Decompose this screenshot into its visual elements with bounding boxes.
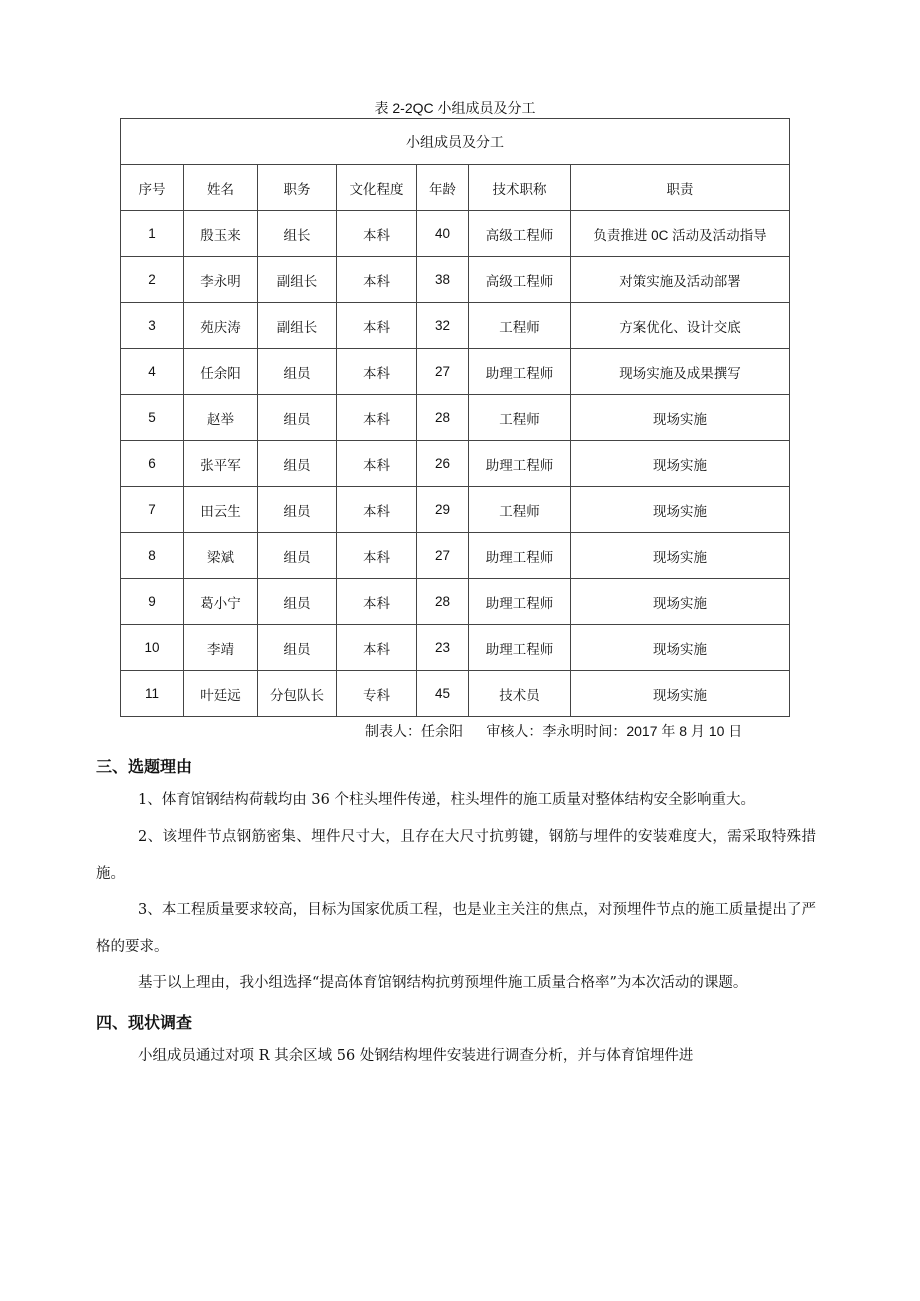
table-cell: 本科 bbox=[337, 533, 417, 579]
table-cell: 副组长 bbox=[258, 303, 337, 349]
table-cell: 助理工程师 bbox=[469, 533, 571, 579]
table-caption: 表 2-2QC 小组成员及分工 bbox=[374, 100, 536, 116]
table-cell: 方案优化、设计交底 bbox=[571, 303, 790, 349]
table-cell: 10 bbox=[121, 625, 184, 671]
table-cell: 殷玉来 bbox=[184, 211, 258, 257]
table-cell: 组员 bbox=[258, 487, 337, 533]
table-cell: 助理工程师 bbox=[469, 441, 571, 487]
table-cell: 本科 bbox=[337, 579, 417, 625]
paragraph: 2、该埋件节点钢筋密集、埋件尺寸大，且存在大尺寸抗剪键，钢筋与埋件的安装难度大，需采取特殊措施。 bbox=[96, 829, 816, 882]
table-cell: 本科 bbox=[337, 441, 417, 487]
table-cell: 组员 bbox=[258, 533, 337, 579]
table-cell: 26 bbox=[417, 441, 469, 487]
paragraph: 3、本工程质量要求较高，目标为国家优质工程，也是业主关注的焦点，对预埋件节点的施工质量提出了严格的要求。 bbox=[96, 902, 816, 955]
table-cell: 李永明 bbox=[184, 257, 258, 303]
table-row bbox=[121, 533, 790, 579]
table-cell: 29 bbox=[417, 487, 469, 533]
table-cell: 工程师 bbox=[469, 303, 571, 349]
table-cell: 助理工程师 bbox=[469, 349, 571, 395]
table-cell: 6 bbox=[121, 441, 184, 487]
table-cell: 11 bbox=[121, 671, 184, 717]
table-cell: 赵举 bbox=[184, 395, 258, 441]
table-cell: 28 bbox=[417, 579, 469, 625]
table-cell: 现场实施 bbox=[571, 487, 790, 533]
table-title: 小组成员及分工 bbox=[121, 119, 790, 165]
table-cell: 高级工程师 bbox=[469, 211, 571, 257]
table-cell: 助理工程师 bbox=[469, 625, 571, 671]
column-header: 序号 bbox=[121, 165, 184, 211]
table-row bbox=[121, 303, 790, 349]
column-header: 年龄 bbox=[417, 165, 469, 211]
table-cell: 工程师 bbox=[469, 395, 571, 441]
table-cell: 现场实施 bbox=[571, 441, 790, 487]
table-cell: 对策实施及活动部署 bbox=[571, 257, 790, 303]
table-cell: 5 bbox=[121, 395, 184, 441]
section-heading: 四、现状调查 bbox=[96, 1013, 193, 1032]
table-cell: 技术员 bbox=[469, 671, 571, 717]
table-cell: 李靖 bbox=[184, 625, 258, 671]
table-row bbox=[121, 671, 790, 717]
table-cell: 叶廷远 bbox=[184, 671, 258, 717]
paragraph: 基于以上理由，我小组选择“提高体育馆钢结构抗剪预埋件施工质量合格率”为本次活动的课题。 bbox=[138, 975, 748, 991]
table-cell: 苑庆涛 bbox=[184, 303, 258, 349]
table-row bbox=[121, 211, 790, 257]
table-cell: 负责推进 0C 活动及活动指导 bbox=[571, 211, 790, 257]
table-cell: 工程师 bbox=[469, 487, 571, 533]
column-header: 职责 bbox=[571, 165, 790, 211]
table-cell: 本科 bbox=[337, 625, 417, 671]
table-cell: 张平军 bbox=[184, 441, 258, 487]
table-row bbox=[121, 625, 790, 671]
table-cell: 现场实施 bbox=[571, 625, 790, 671]
table-cell: 本科 bbox=[337, 395, 417, 441]
column-header: 文化程度 bbox=[337, 165, 417, 211]
table-cell: 本科 bbox=[337, 487, 417, 533]
table-cell: 9 bbox=[121, 579, 184, 625]
table-row bbox=[121, 349, 790, 395]
table-row bbox=[121, 441, 790, 487]
table-row bbox=[121, 487, 790, 533]
table-cell: 27 bbox=[417, 349, 469, 395]
table-cell: 32 bbox=[417, 303, 469, 349]
table-cell: 助理工程师 bbox=[469, 579, 571, 625]
table-cell: 高级工程师 bbox=[469, 257, 571, 303]
signature-line: 制表人：任余阳 审核人：李永明时间：2017 年 8 月 10 日 bbox=[365, 723, 743, 739]
table-cell: 28 bbox=[417, 395, 469, 441]
table-cell: 现场实施 bbox=[571, 395, 790, 441]
table-cell: 分包队长 bbox=[258, 671, 337, 717]
table-cell: 组员 bbox=[258, 395, 337, 441]
table-cell: 8 bbox=[121, 533, 184, 579]
table-cell: 组员 bbox=[258, 579, 337, 625]
table-row bbox=[121, 257, 790, 303]
table-cell: 38 bbox=[417, 257, 469, 303]
table-cell: 现场实施及成果撰写 bbox=[571, 349, 790, 395]
section-heading: 三、选题理由 bbox=[96, 757, 193, 776]
table-row bbox=[121, 395, 790, 441]
table-cell: 组长 bbox=[258, 211, 337, 257]
column-header: 职务 bbox=[258, 165, 337, 211]
table-cell: 27 bbox=[417, 533, 469, 579]
table-cell: 现场实施 bbox=[571, 579, 790, 625]
table-cell: 现场实施 bbox=[571, 533, 790, 579]
table-cell: 组员 bbox=[258, 441, 337, 487]
table-cell: 组员 bbox=[258, 349, 337, 395]
table-cell: 组员 bbox=[258, 625, 337, 671]
table-cell: 1 bbox=[121, 211, 184, 257]
table-cell: 梁斌 bbox=[184, 533, 258, 579]
table-cell: 7 bbox=[121, 487, 184, 533]
table-cell: 3 bbox=[121, 303, 184, 349]
column-header: 技术职称 bbox=[469, 165, 571, 211]
paragraph: 小组成员通过对项 R 其余区域 56 处钢结构埋件安装进行调查分析，并与体育馆埋件进 bbox=[138, 1048, 694, 1064]
column-header: 姓名 bbox=[184, 165, 258, 211]
table-cell: 23 bbox=[417, 625, 469, 671]
table-cell: 2 bbox=[121, 257, 184, 303]
table-cell: 40 bbox=[417, 211, 469, 257]
members-table bbox=[120, 118, 790, 717]
table-header-row bbox=[121, 165, 790, 211]
paragraph: 1、体育馆钢结构荷载均由 36 个柱头埋件传递，柱头埋件的施工质量对整体结构安全影响重大。 bbox=[138, 792, 755, 808]
table-cell: 葛小宁 bbox=[184, 579, 258, 625]
table-cell: 专科 bbox=[337, 671, 417, 717]
table-cell: 副组长 bbox=[258, 257, 337, 303]
table-cell: 本科 bbox=[337, 257, 417, 303]
table-cell: 现场实施 bbox=[571, 671, 790, 717]
table-cell: 4 bbox=[121, 349, 184, 395]
table-cell: 本科 bbox=[337, 349, 417, 395]
table-cell: 任余阳 bbox=[184, 349, 258, 395]
table-cell: 本科 bbox=[337, 211, 417, 257]
table-cell: 本科 bbox=[337, 303, 417, 349]
table-cell: 田云生 bbox=[184, 487, 258, 533]
table-cell: 45 bbox=[417, 671, 469, 717]
table-row bbox=[121, 579, 790, 625]
